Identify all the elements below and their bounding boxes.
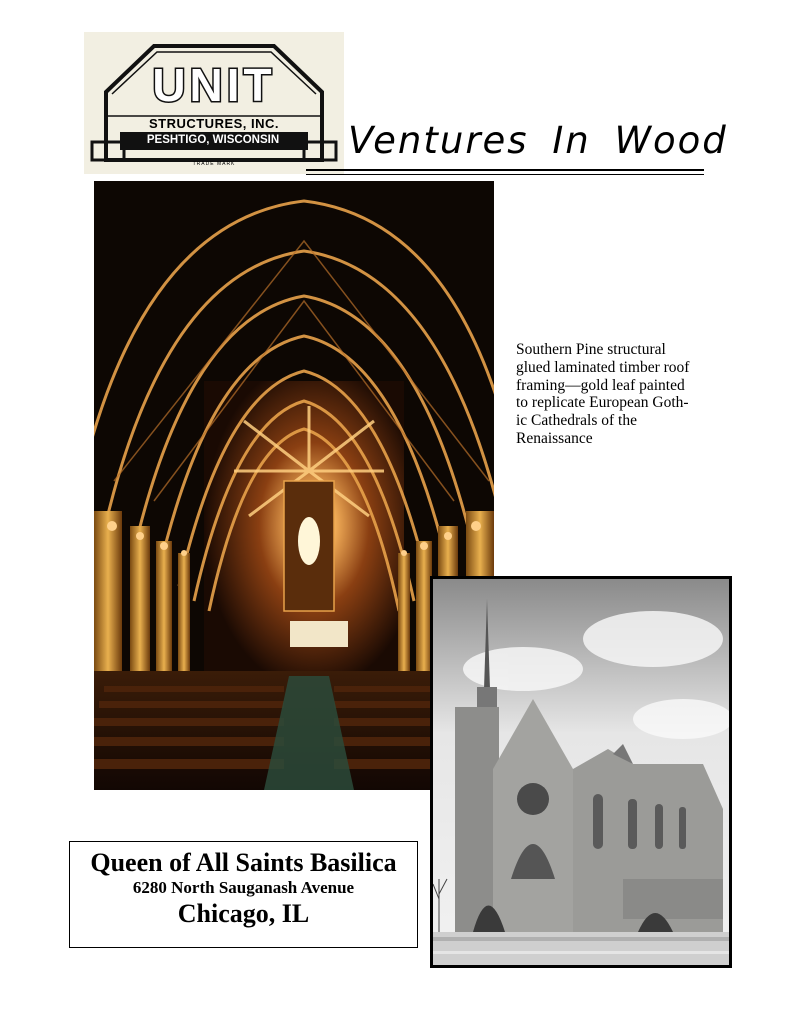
city-state: Chicago, IL: [177, 899, 310, 928]
logo-company-name: STRUCTURES, INC.: [148, 116, 280, 131]
photo-caption: Southern Pine structural glued laminated timber roof framing—gold leaf painted to replicate European Goth- ic Cathedrals of the Renaissance: [516, 341, 690, 447]
logo-location: PESHTIGO, WISCONSIN: [146, 134, 280, 146]
street-address: 6280 North Sauganash Avenue: [132, 878, 355, 897]
logo-trademark: TRADE MARK: [192, 161, 236, 167]
title-rule-thick: [306, 169, 704, 171]
page-title: Ventures In Wood: [348, 119, 728, 162]
church-name: Queen of All Saints Basilica: [90, 848, 397, 877]
company-logo: [84, 32, 344, 174]
exterior-photo: [430, 576, 732, 968]
logo-wordmark: UNIT: [152, 59, 276, 111]
address-box: [69, 841, 418, 948]
exterior-illustration: [433, 579, 729, 965]
title-rule-thin: [306, 174, 704, 175]
